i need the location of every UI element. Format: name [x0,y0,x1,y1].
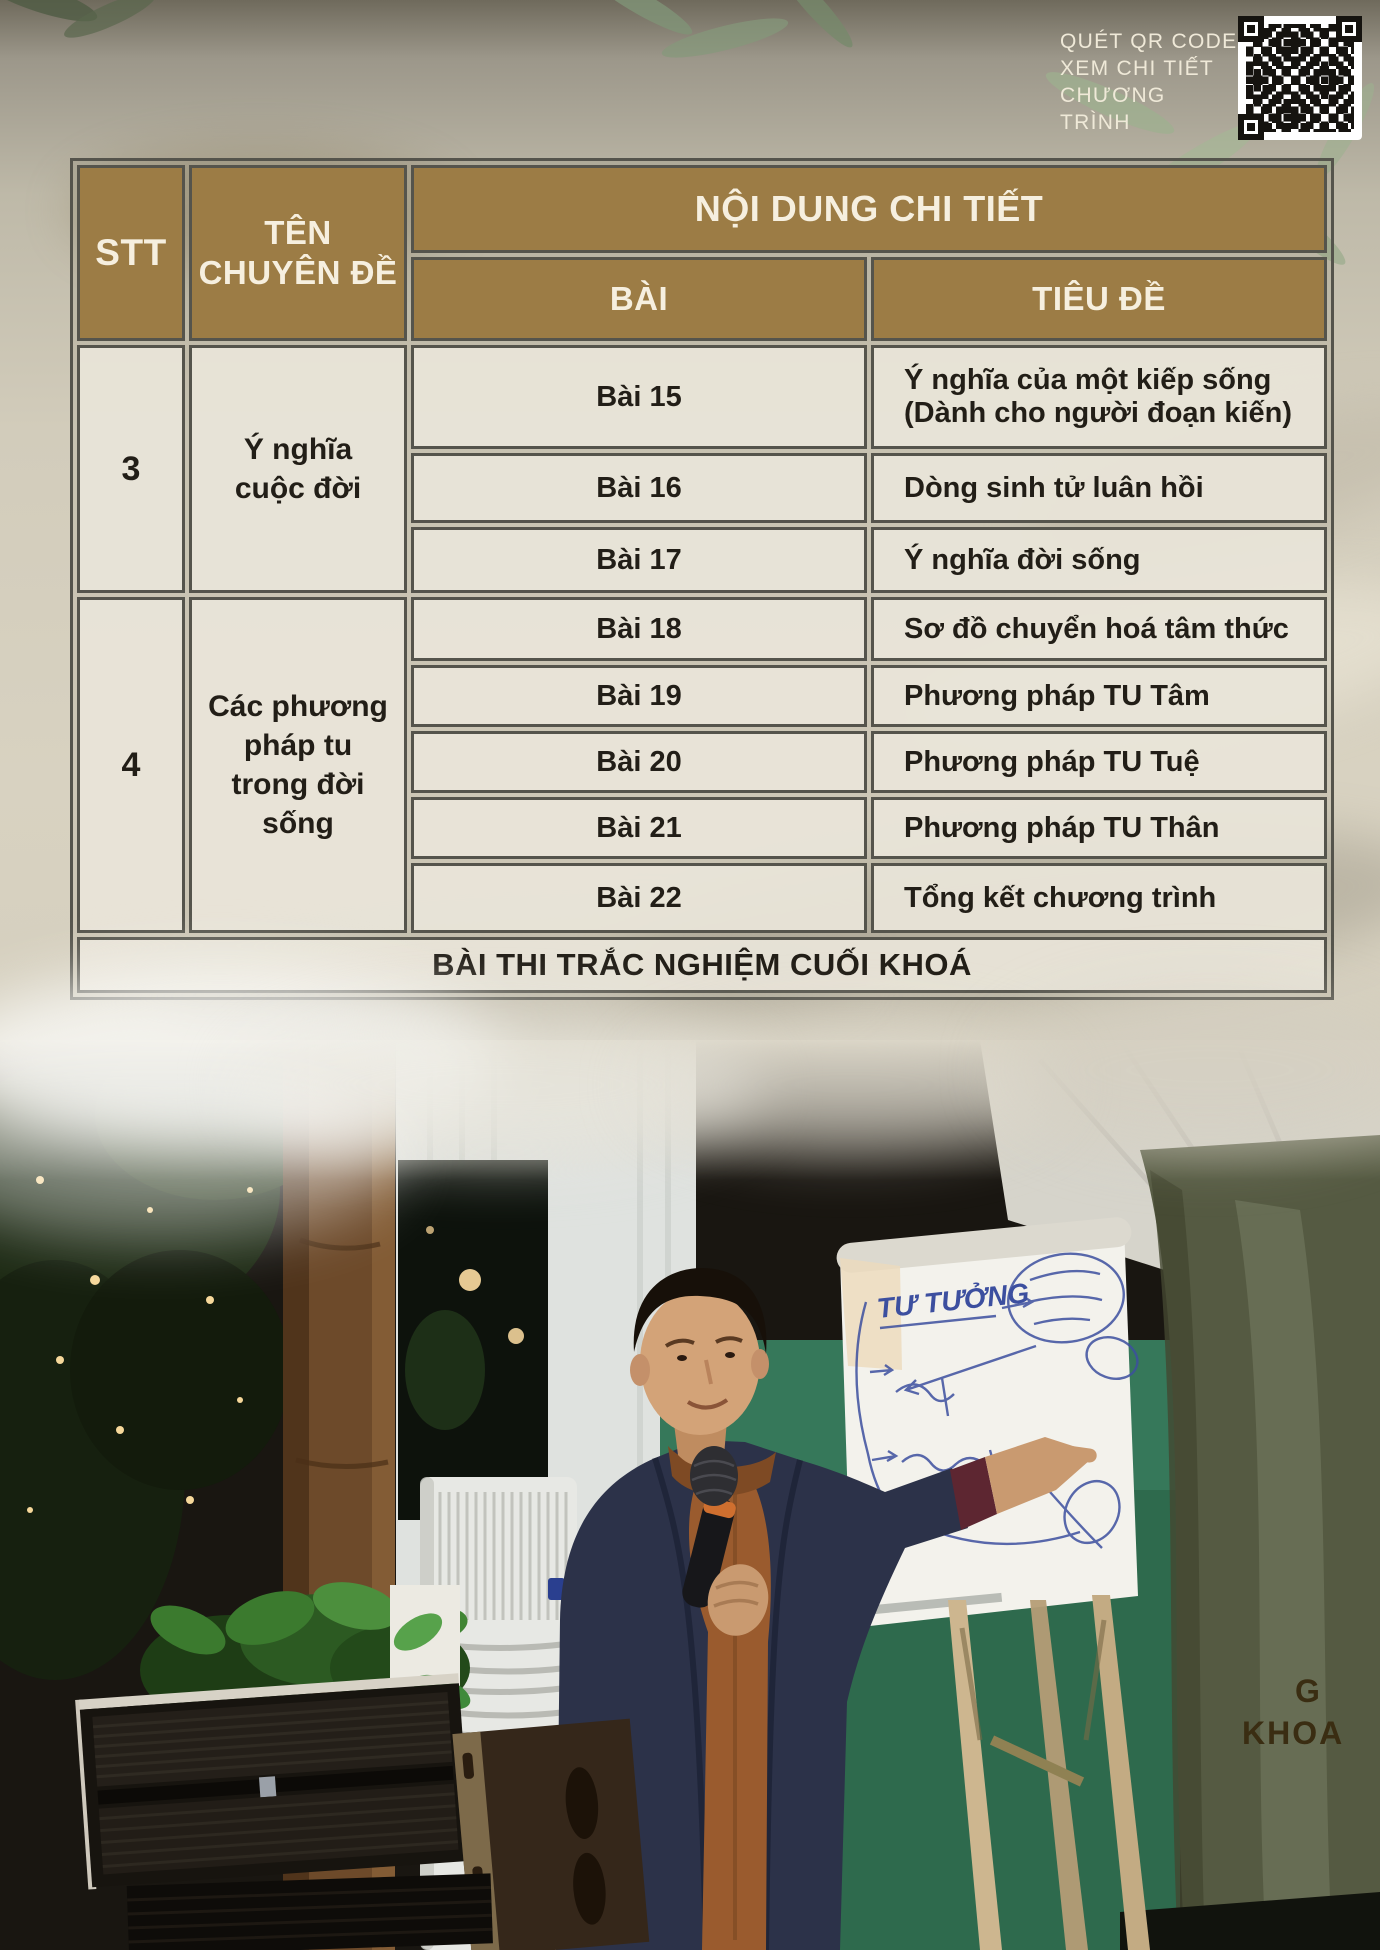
lesson-cell: Bài 18 [411,597,867,661]
group-topic: Các phương pháp tu trong đời sống [189,597,407,933]
header-lesson: BÀI [411,257,867,341]
lesson-cell: Bài 16 [411,453,867,523]
fog-cloud [640,1020,1060,1150]
flipchart-heading: TƯ TƯỞNG [875,1277,1031,1324]
group-number: 3 [77,345,185,593]
table-row [77,597,1327,661]
qr-finder-icon [1238,16,1264,42]
course-schedule-table [70,158,1334,1000]
lesson-cell: Bài 15 [411,345,867,449]
title-cell: Ý nghĩa đời sống [871,527,1327,593]
lesson-cell: Bài 17 [411,527,867,593]
qr-instruction-line: XEM CHI TIẾT [1060,57,1215,80]
banner-partial-text: KHOA [1242,1715,1345,1751]
header-content: NỘI DUNG CHI TIẾT [411,165,1327,253]
final-exam-cell: BÀI THI TRẮC NGHIỆM CUỐI KHOÁ [77,937,1327,993]
header-stt: STT [77,165,185,341]
lesson-cell: Bài 22 [411,863,867,933]
lesson-cell: Bài 20 [411,731,867,793]
banner-partial-text: G [1295,1673,1320,1709]
title-cell: Ý nghĩa của một kiếp sống (Dành cho người đoạn kiến) [871,345,1327,449]
qr-finder-icon [1238,114,1264,140]
qr-finder-icon [1336,16,1362,42]
group-number: 4 [77,597,185,933]
header-row [77,165,1327,253]
qr-instructions [1060,28,1240,136]
title-cell: Phương pháp TU Tuệ [871,731,1327,793]
title-cell: Sơ đồ chuyển hoá tâm thức [871,597,1327,661]
title-cell: Phương pháp TU Thân [871,797,1327,859]
group-topic: Ý nghĩa cuộc đời [189,345,407,593]
presenter-face [640,1289,760,1435]
bamboo-leaf-decoration [583,0,698,43]
header-topic: TÊN CHUYÊN ĐỀ [189,165,407,341]
title-cell: Dòng sinh tử luân hồi [871,453,1327,523]
header-title: TIÊU ĐỀ [871,257,1327,341]
qr-code [1238,16,1362,140]
side-banner [1140,1135,1380,1950]
lesson-cell: Bài 21 [411,797,867,859]
qr-instruction-line: QUÉT QR CODE [1060,30,1238,53]
lesson-cell: Bài 19 [411,665,867,727]
title-cell: Phương pháp TU Tâm [871,665,1327,727]
table-row [77,345,1327,449]
qr-instruction-line: CHƯƠNG TRÌNH [1060,84,1166,134]
title-cell: Tổng kết chương trình [871,863,1327,933]
